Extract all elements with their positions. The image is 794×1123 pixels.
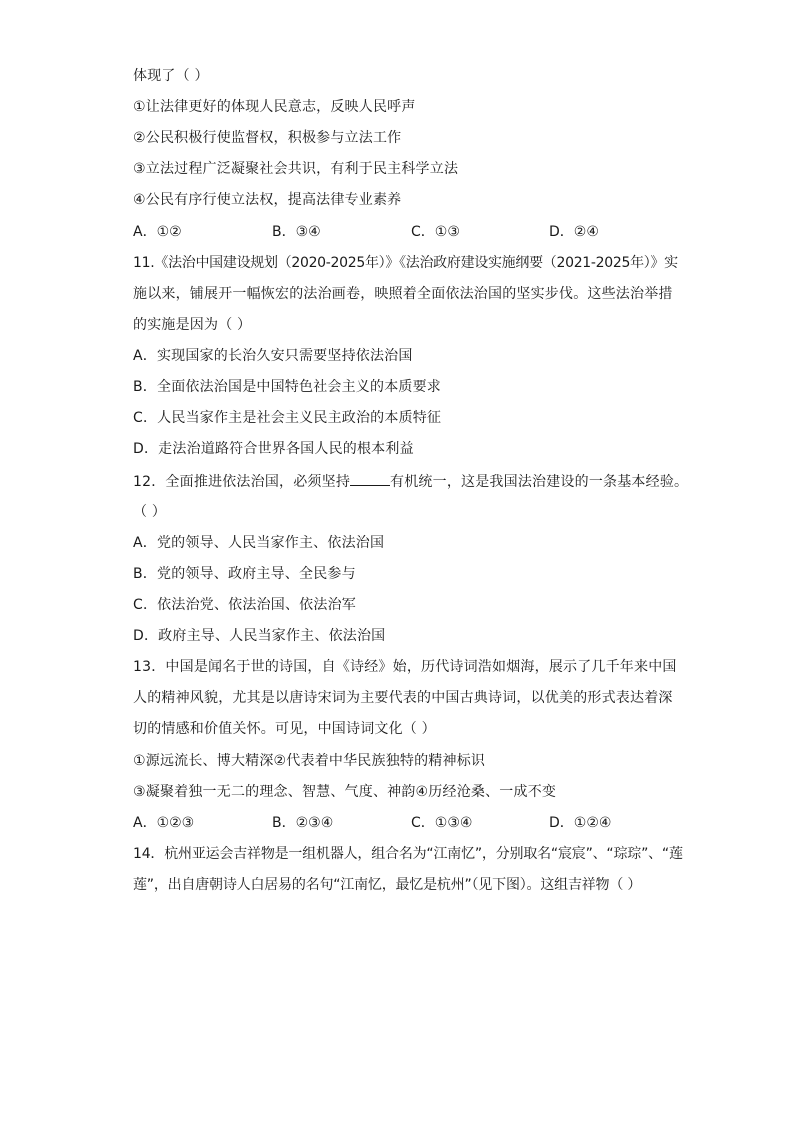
q10-item-4: ④公民有序行使立法权，提高法律专业素养 xyxy=(133,192,402,208)
q11-stem-line-3: 的实施是因为（ ） xyxy=(133,317,252,333)
q13-stem-line-3: 切的情感和价值关怀。可见，中国诗词文化（ ） xyxy=(133,721,436,737)
q13-option-c: C．①③④ xyxy=(411,815,473,831)
q11-option-a: A．实现国家的长治久安只需要坚持依法治国 xyxy=(133,348,413,364)
q14-stem-line-1: 14．杭州亚运会吉祥物是一组机器人，组合名为“江南忆”，分别取名“宸宸”、“琮琮”、“莲 xyxy=(133,846,683,862)
q10-option-c: C．①③ xyxy=(411,224,460,240)
q11-stem-line-2: 施以来，铺展开一幅恢宏的法治画卷，映照着全面依法治国的坚实步伐。这些法治举措 xyxy=(133,286,673,302)
q11-option-c: C．人民当家作主是社会主义民主政治的本质特征 xyxy=(133,410,442,426)
q14-stem-line-2: 莲”，出自唐朝诗人白居易的名句“江南忆，最忆是杭州”（见下图）。这组吉祥物（ ） xyxy=(133,877,642,893)
q12-stem-line-1 xyxy=(133,471,688,491)
q13-stem-line-2: 人的精神风貌，尤其是以唐诗宋词为主要代表的中国古典诗词，以优美的形式表达着深 xyxy=(133,690,673,706)
q13-item-1: ①源远流长、博大精深②代表着中华民族独特的精神标识 xyxy=(133,753,486,769)
q10-item-1: ①让法律更好的体现人民意志，反映人民呼声 xyxy=(133,99,416,115)
q12-stem-before: 12．全面推进依法治国，必须坚持 xyxy=(133,474,351,490)
q12-stem-line-2: （ ） xyxy=(133,504,167,520)
q13-stem-line-1: 13．中国是闻名于世的诗国，自《诗经》始，历代诗词浩如烟海，展示了几千年来中国 xyxy=(133,659,677,675)
q10-option-a: A．①② xyxy=(133,224,182,240)
q13-option-a: A．①②③ xyxy=(133,815,195,831)
q10-item-2: ②公民积极行使监督权，积极参与立法工作 xyxy=(133,130,402,146)
q12-blank xyxy=(350,471,390,486)
q12-option-c: C．依法治党、依法治国、依法治军 xyxy=(133,597,356,613)
q10-option-b: B．③④ xyxy=(272,224,321,240)
q13-option-b: B．②③④ xyxy=(272,815,334,831)
q10-stem-tail: 体现了（ ） xyxy=(133,68,209,84)
q13-item-2: ③凝聚着独一无二的理念、智慧、气度、神韵④历经沧桑、一成不变 xyxy=(133,784,557,800)
q12-option-a: A．党的领导、人民当家作主、依法治国 xyxy=(133,535,385,551)
q10-option-d: D．②④ xyxy=(549,224,599,240)
q12-stem-after: 有机统一，这是我国法治建设的一条基本经验。 xyxy=(390,474,689,490)
q12-option-d: D．政府主导、人民当家作主、依法治国 xyxy=(133,628,386,644)
q12-option-b: B．党的领导、政府主导、全民参与 xyxy=(133,566,356,582)
q13-option-d: D．①②④ xyxy=(549,815,612,831)
q11-stem-line-1: 11.《法治中国建设规划（2020-2025年）》《法治政府建设实施纲要（2021-2025年）》实 xyxy=(133,255,678,271)
q10-item-3: ③立法过程广泛凝聚社会共识，有利于民主科学立法 xyxy=(133,161,459,177)
q11-option-b: B．全面依法治国是中国特色社会主义的本质要求 xyxy=(133,379,442,395)
q11-option-d: D．走法治道路符合世界各国人民的根本利益 xyxy=(133,441,414,457)
